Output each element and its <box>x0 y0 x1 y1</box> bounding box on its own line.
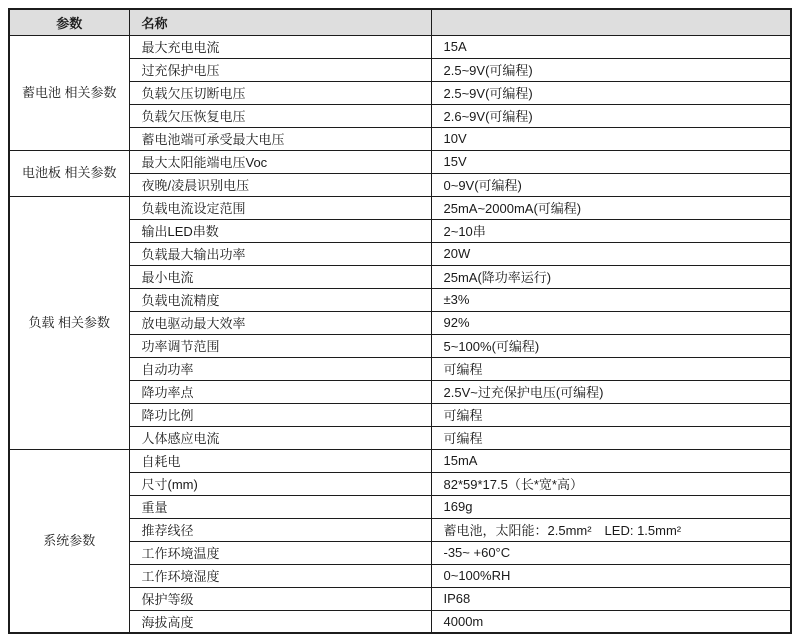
param-value-cell: 169g <box>431 495 791 518</box>
param-value-cell: 可编程 <box>431 426 791 449</box>
param-name-cell: 最小电流 <box>129 265 431 288</box>
param-value-cell: 25mA~2000mA(可编程) <box>431 196 791 219</box>
param-value-cell: 15V <box>431 150 791 173</box>
table-row <box>9 449 791 472</box>
param-name-cell: 工作环境湿度 <box>129 564 431 587</box>
param-name-cell: 功率调节范围 <box>129 334 431 357</box>
param-name-cell: 人体感应电流 <box>129 426 431 449</box>
param-group-cell: 系统参数 <box>9 449 129 633</box>
param-name-cell: 降功率点 <box>129 380 431 403</box>
table-row <box>9 150 791 173</box>
param-name-cell: 负载最大输出功率 <box>129 242 431 265</box>
param-value-cell: 蓄电池，太阳能：2.5mm² LED: 1.5mm² <box>431 518 791 541</box>
param-name-cell: 夜晚/凌晨识别电压 <box>129 173 431 196</box>
header-cell-param: 参数 <box>9 9 129 35</box>
table-row <box>9 196 791 219</box>
param-value-cell: 15A <box>431 35 791 58</box>
param-value-cell: -35~ +60°C <box>431 541 791 564</box>
param-value-cell: IP68 <box>431 587 791 610</box>
param-value-cell: 2.5~9V(可编程) <box>431 81 791 104</box>
param-value-cell: 25mA(降功率运行) <box>431 265 791 288</box>
spec-table <box>8 8 792 634</box>
param-name-cell: 尺寸(mm) <box>129 472 431 495</box>
param-name-cell: 工作环境温度 <box>129 541 431 564</box>
param-name-cell: 推荐线径 <box>129 518 431 541</box>
param-name-cell: 过充保护电压 <box>129 58 431 81</box>
param-name-cell: 自耗电 <box>129 449 431 472</box>
param-value-cell: 92% <box>431 311 791 334</box>
param-value-cell: 0~100%RH <box>431 564 791 587</box>
param-name-cell: 保护等级 <box>129 587 431 610</box>
param-value-cell: 10V <box>431 127 791 150</box>
param-value-cell: 20W <box>431 242 791 265</box>
param-name-cell: 负载电流精度 <box>129 288 431 311</box>
param-value-cell: 可编程 <box>431 357 791 380</box>
param-name-cell: 负载欠压恢复电压 <box>129 104 431 127</box>
param-value-cell: ±3% <box>431 288 791 311</box>
param-value-cell: 5~100%(可编程) <box>431 334 791 357</box>
param-value-cell: 82*59*17.5（长*宽*高） <box>431 472 791 495</box>
param-name-cell: 放电驱动最大效率 <box>129 311 431 334</box>
param-value-cell: 2~10串 <box>431 219 791 242</box>
param-group-cell: 负载 相关参数 <box>9 196 129 449</box>
param-name-cell: 负载欠压切断电压 <box>129 81 431 104</box>
param-value-cell: 15mA <box>431 449 791 472</box>
header-cell-name: 名称 <box>129 9 431 35</box>
param-name-cell: 输出LED串数 <box>129 219 431 242</box>
header-row <box>9 9 791 35</box>
param-name-cell: 重量 <box>129 495 431 518</box>
param-value-cell: 2.5~9V(可编程) <box>431 58 791 81</box>
param-name-cell: 最大太阳能端电压Voc <box>129 150 431 173</box>
param-name-cell: 海拔高度 <box>129 610 431 633</box>
param-value-cell: 4000m <box>431 610 791 633</box>
header-cell-value <box>431 9 791 35</box>
table-row <box>9 35 791 58</box>
param-name-cell: 负载电流设定范围 <box>129 196 431 219</box>
param-group-cell: 电池板 相关参数 <box>9 150 129 196</box>
param-value-cell: 2.6~9V(可编程) <box>431 104 791 127</box>
param-value-cell: 2.5V~过充保护电压(可编程) <box>431 380 791 403</box>
param-name-cell: 降功比例 <box>129 403 431 426</box>
param-name-cell: 蓄电池端可承受最大电压 <box>129 127 431 150</box>
param-value-cell: 可编程 <box>431 403 791 426</box>
param-name-cell: 自动功率 <box>129 357 431 380</box>
param-group-cell: 蓄电池 相关参数 <box>9 35 129 150</box>
param-name-cell: 最大充电电流 <box>129 35 431 58</box>
param-value-cell: 0~9V(可编程) <box>431 173 791 196</box>
